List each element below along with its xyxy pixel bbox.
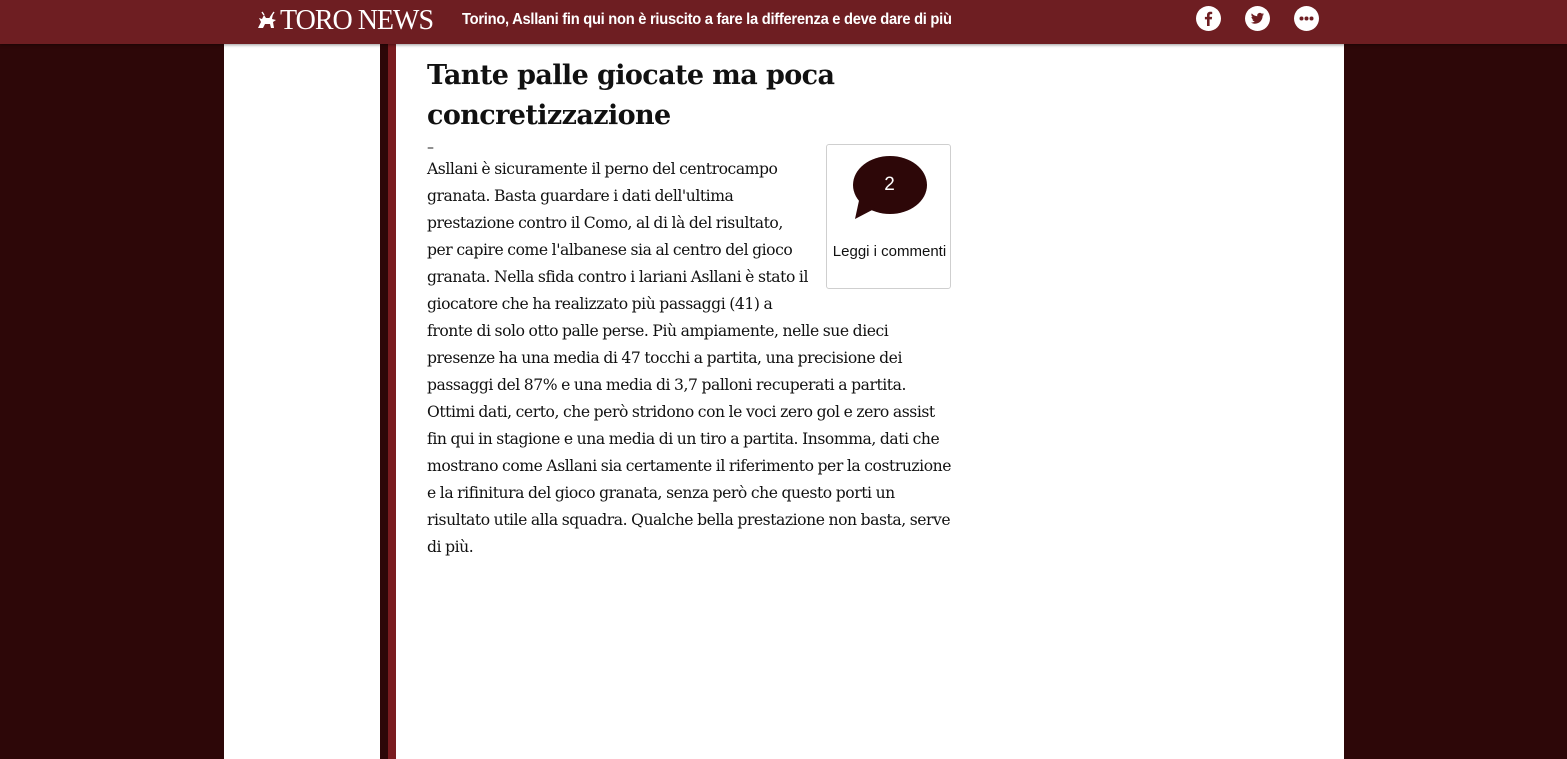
decorative-rail-dark: [380, 44, 388, 759]
site-logo[interactable]: [255, 5, 433, 37]
bull-logo-icon: [255, 9, 279, 33]
section-dash: –: [427, 140, 434, 156]
top-bar: [0, 0, 1567, 44]
more-share-button[interactable]: [1294, 6, 1319, 31]
facebook-icon: [1196, 6, 1221, 31]
header-headline: Torino, Asllani fin qui non è riuscito a fare la differenza e deve dare di più: [462, 11, 952, 28]
article: [427, 56, 957, 561]
decorative-rail-red: [388, 44, 396, 759]
article-section-title: Tante palle giocate ma poca concretizzazione: [427, 60, 835, 131]
read-comments-label: Leggi i commenti: [832, 243, 947, 260]
twitter-icon: [1245, 6, 1270, 31]
read-comments-button[interactable]: [826, 144, 951, 289]
comment-count: 2: [884, 174, 895, 195]
article-paragraph: Asllani è sicuramente il perno del centrocampo granata. Basta guardare i dati dell'ultima prestazione contro il Como, al di là del risultato, per capire come l'albanese sia al centro del gioco granata. Nella sfida contro i lariani Asllani è stato il giocatore che ha realizzato più passaggi (41) a fronte di solo otto palle perse. Più ampiamente, nelle sue dieci presenze ha una media di 47 tocchi a partita, una precisione dei passaggi del 87% e una media di 3,7 palloni recuperati a partita. Ottimi dati, certo, che però stridono con le voci zero gol e zero assist fin qui in stagione e una media di un tiro a partita. Insomma, dati che mostrano come Asllani sia certamente il riferimento per la costruzione e la rifinitura del gioco granata, senza però che questo porti un risultato utile alla squadra. Qualche bella prestazione non basta, serve di più.: [427, 160, 952, 556]
logo-text: TORO NEWS: [280, 5, 434, 36]
twitter-share-button[interactable]: [1245, 6, 1270, 31]
more-icon: [1294, 6, 1319, 31]
facebook-share-button[interactable]: [1196, 6, 1221, 31]
